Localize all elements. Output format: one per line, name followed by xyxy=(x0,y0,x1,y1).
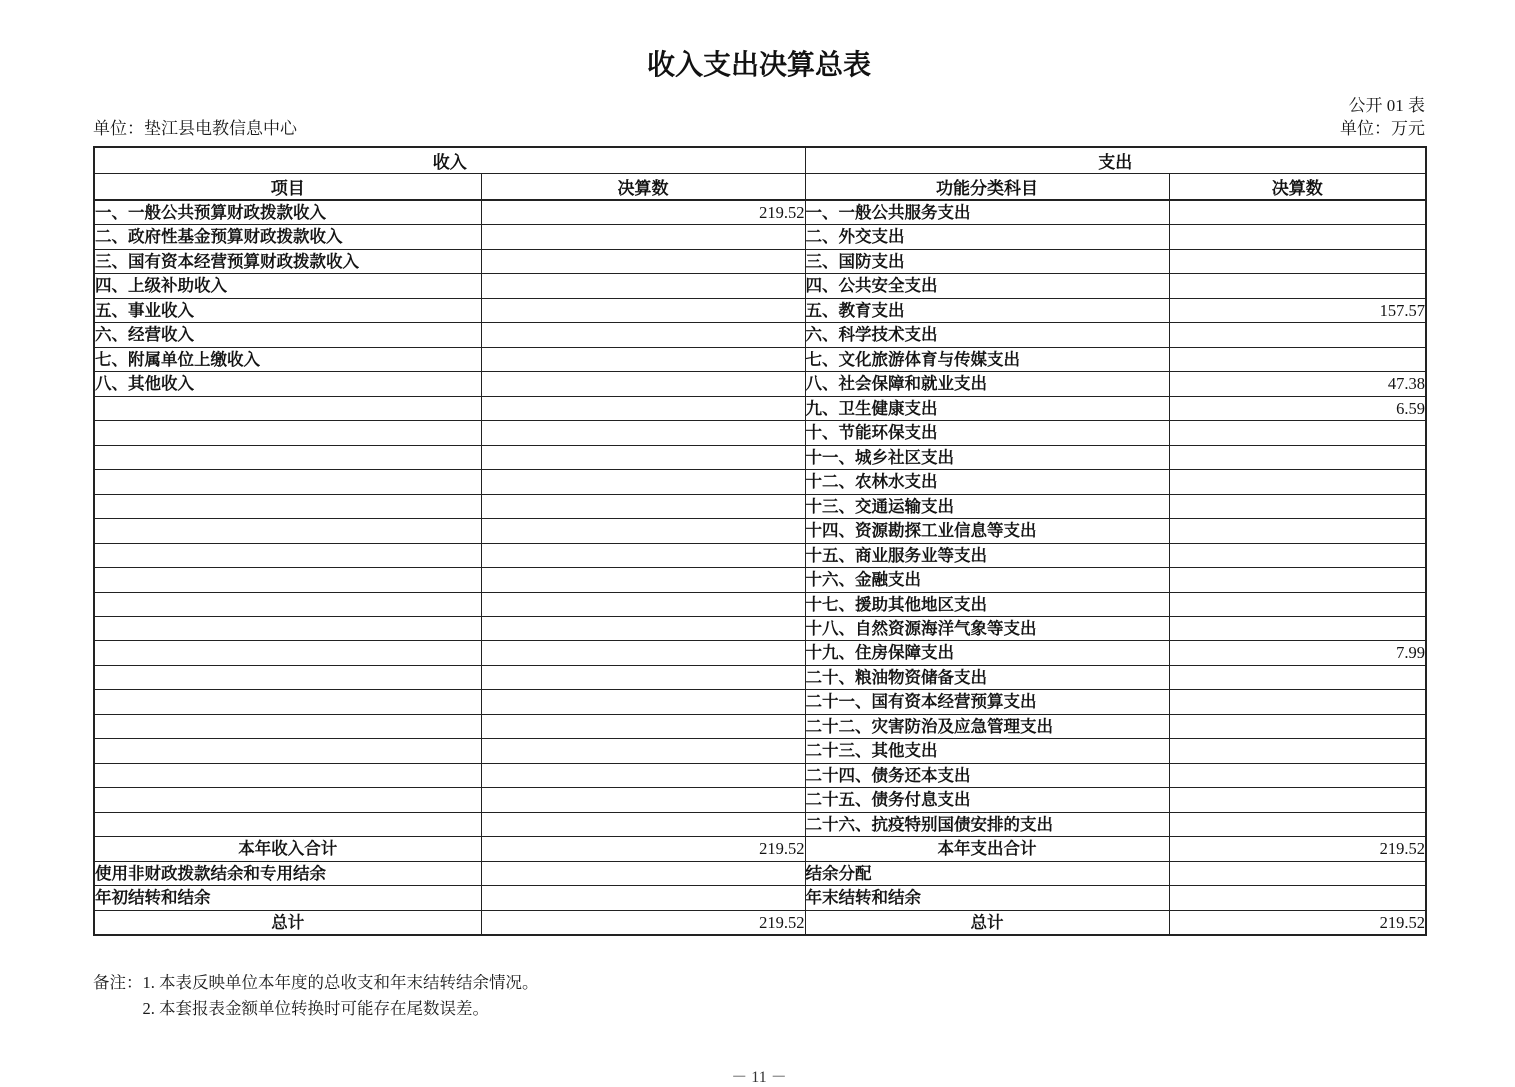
income-amount-cell xyxy=(481,714,805,738)
expense-amount-cell: 219.52 xyxy=(1169,837,1426,861)
income-item-cell xyxy=(94,396,481,420)
table-row xyxy=(94,347,1426,371)
income-item-cell xyxy=(94,812,481,836)
expense-section-header: 支出 xyxy=(805,147,1426,174)
income-amount-cell xyxy=(481,519,805,543)
income-item-cell xyxy=(94,616,481,640)
table-row xyxy=(94,788,1426,812)
note-line-2: 2. 本套报表金额单位转换时可能存在尾数误差。 xyxy=(142,999,489,1019)
table-row xyxy=(94,592,1426,616)
table-row xyxy=(94,861,1426,885)
table-row xyxy=(94,714,1426,738)
expense-amount-cell xyxy=(1169,788,1426,812)
income-amount-cell xyxy=(481,274,805,298)
income-amount-cell xyxy=(481,445,805,469)
section-header-row xyxy=(94,147,1426,174)
table-row xyxy=(94,323,1426,347)
income-amount-cell xyxy=(481,641,805,665)
income-item-cell xyxy=(94,568,481,592)
income-item-cell xyxy=(94,665,481,689)
income-item-cell xyxy=(94,421,481,445)
expense-amount-cell: 157.57 xyxy=(1169,298,1426,322)
table-row xyxy=(94,225,1426,249)
table-row xyxy=(94,616,1426,640)
expense-amount-cell xyxy=(1169,519,1426,543)
income-item-cell xyxy=(94,445,481,469)
income-item-cell: 四、上级补助收入 xyxy=(94,274,481,298)
expense-amount-cell: 219.52 xyxy=(1169,910,1426,935)
income-amount-cell xyxy=(481,616,805,640)
expense-amount-cell xyxy=(1169,445,1426,469)
expense-amount-cell xyxy=(1169,274,1426,298)
income-amount-cell xyxy=(481,763,805,787)
expense-item-cell: 十五、商业服务业等支出 xyxy=(805,543,1169,567)
income-item-cell xyxy=(94,494,481,518)
income-section-header: 收入 xyxy=(94,147,805,174)
col-header-expense-category: 功能分类科目 xyxy=(805,174,1169,201)
expense-amount-cell xyxy=(1169,323,1426,347)
table-row xyxy=(94,396,1426,420)
income-amount-cell xyxy=(481,812,805,836)
expense-item-cell: 本年支出合计 xyxy=(805,837,1169,861)
expense-amount-cell xyxy=(1169,812,1426,836)
income-amount-cell: 219.52 xyxy=(481,910,805,935)
income-amount-cell xyxy=(481,739,805,763)
income-item-cell: 年初结转和结余 xyxy=(94,886,481,910)
table-row xyxy=(94,372,1426,396)
income-item-cell xyxy=(94,690,481,714)
expense-amount-cell xyxy=(1169,886,1426,910)
income-item-cell: 二、政府性基金预算财政拨款收入 xyxy=(94,225,481,249)
col-header-income-amount: 决算数 xyxy=(481,174,805,201)
expense-item-cell: 十八、自然资源海洋气象等支出 xyxy=(805,616,1169,640)
expense-item-cell: 年末结转和结余 xyxy=(805,886,1169,910)
table-row xyxy=(94,421,1426,445)
income-amount-cell: 219.52 xyxy=(481,837,805,861)
expense-item-cell: 十、节能环保支出 xyxy=(805,421,1169,445)
income-item-cell xyxy=(94,641,481,665)
expense-item-cell: 二十二、灾害防治及应急管理支出 xyxy=(805,714,1169,738)
table-row xyxy=(94,739,1426,763)
income-item-cell: 总计 xyxy=(94,910,481,935)
expense-amount-cell: 6.59 xyxy=(1169,396,1426,420)
expense-amount-cell xyxy=(1169,763,1426,787)
expense-item-cell: 二十四、债务还本支出 xyxy=(805,763,1169,787)
income-amount-cell xyxy=(481,372,805,396)
table-row xyxy=(94,274,1426,298)
income-item-cell: 六、经营收入 xyxy=(94,323,481,347)
expense-amount-cell xyxy=(1169,494,1426,518)
expense-item-cell: 二十一、国有资本经营预算支出 xyxy=(805,690,1169,714)
expense-amount-cell xyxy=(1169,690,1426,714)
expense-amount-cell xyxy=(1169,200,1426,225)
notes-label: 备注： xyxy=(93,973,143,993)
page-title: 收入支出决算总表 xyxy=(646,50,871,81)
expense-item-cell: 结余分配 xyxy=(805,861,1169,885)
expense-amount-cell xyxy=(1169,616,1426,640)
income-amount-cell xyxy=(481,788,805,812)
expense-amount-cell xyxy=(1169,421,1426,445)
expense-amount-cell xyxy=(1169,665,1426,689)
income-item-cell xyxy=(94,592,481,616)
expense-amount-cell xyxy=(1169,592,1426,616)
table-row xyxy=(94,837,1426,861)
table-row xyxy=(94,763,1426,787)
table-row xyxy=(94,470,1426,494)
table-row xyxy=(94,910,1426,935)
expense-item-cell: 十七、援助其他地区支出 xyxy=(805,592,1169,616)
table-row xyxy=(94,298,1426,322)
page-number: － 11 － xyxy=(731,1069,787,1087)
table-row xyxy=(94,690,1426,714)
expense-item-cell: 六、科学技术支出 xyxy=(805,323,1169,347)
income-item-cell: 一、一般公共预算财政拨款收入 xyxy=(94,200,481,225)
expense-amount-cell: 47.38 xyxy=(1169,372,1426,396)
expense-item-cell: 五、教育支出 xyxy=(805,298,1169,322)
expense-item-cell: 二、外交支出 xyxy=(805,225,1169,249)
income-item-cell xyxy=(94,714,481,738)
expense-item-cell: 九、卫生健康支出 xyxy=(805,396,1169,420)
expense-item-cell: 二十、粮油物资储备支出 xyxy=(805,665,1169,689)
expense-item-cell: 十二、农林水支出 xyxy=(805,470,1169,494)
table-row xyxy=(94,641,1426,665)
budget-summary-table xyxy=(93,146,1427,936)
income-amount-cell xyxy=(481,861,805,885)
expense-item-cell: 三、国防支出 xyxy=(805,249,1169,273)
expense-item-cell: 十九、住房保障支出 xyxy=(805,641,1169,665)
income-amount-cell xyxy=(481,347,805,371)
expense-item-cell: 二十五、债务付息支出 xyxy=(805,788,1169,812)
expense-item-cell: 总计 xyxy=(805,910,1169,935)
income-amount-cell xyxy=(481,421,805,445)
column-header-row xyxy=(94,174,1426,201)
table-row xyxy=(94,494,1426,518)
table-row xyxy=(94,568,1426,592)
expense-amount-cell xyxy=(1169,249,1426,273)
expense-amount-cell xyxy=(1169,739,1426,763)
income-item-cell: 使用非财政拨款结余和专用结余 xyxy=(94,861,481,885)
income-item-cell: 本年收入合计 xyxy=(94,837,481,861)
income-amount-cell xyxy=(481,298,805,322)
income-item-cell: 八、其他收入 xyxy=(94,372,481,396)
table-code: 公开 01 表 xyxy=(1348,96,1425,115)
table-row xyxy=(94,812,1426,836)
table-row xyxy=(94,249,1426,273)
income-amount-cell xyxy=(481,494,805,518)
income-item-cell: 三、国有资本经营预算财政拨款收入 xyxy=(94,249,481,273)
table-row xyxy=(94,200,1426,225)
note-line-1: 1. 本表反映单位本年度的总收支和年末结转结余情况。 xyxy=(142,973,539,993)
unit-line xyxy=(93,118,1425,140)
col-header-income-item: 项目 xyxy=(94,174,481,201)
income-item-cell xyxy=(94,519,481,543)
table-row xyxy=(94,519,1426,543)
expense-amount-cell xyxy=(1169,861,1426,885)
table-row xyxy=(94,665,1426,689)
expense-amount-cell xyxy=(1169,225,1426,249)
table-row xyxy=(94,543,1426,567)
expense-item-cell: 十三、交通运输支出 xyxy=(805,494,1169,518)
income-amount-cell xyxy=(481,886,805,910)
income-item-cell xyxy=(94,470,481,494)
income-item-cell: 七、附属单位上缴收入 xyxy=(94,347,481,371)
expense-item-cell: 七、文化旅游体育与传媒支出 xyxy=(805,347,1169,371)
expense-amount-cell xyxy=(1169,568,1426,592)
notes-block xyxy=(93,970,1425,1022)
expense-amount-cell xyxy=(1169,347,1426,371)
expense-item-cell: 十六、金融支出 xyxy=(805,568,1169,592)
income-amount-cell: 219.52 xyxy=(481,200,805,225)
income-amount-cell xyxy=(481,470,805,494)
col-header-expense-amount: 决算数 xyxy=(1169,174,1426,201)
expense-item-cell: 一、一般公共服务支出 xyxy=(805,200,1169,225)
income-amount-cell xyxy=(481,592,805,616)
expense-item-cell: 二十六、抗疫特别国债安排的支出 xyxy=(805,812,1169,836)
income-amount-cell xyxy=(481,665,805,689)
income-item-cell xyxy=(94,739,481,763)
income-amount-cell xyxy=(481,249,805,273)
table-row xyxy=(94,886,1426,910)
income-item-cell: 五、事业收入 xyxy=(94,298,481,322)
income-amount-cell xyxy=(481,690,805,714)
income-amount-cell xyxy=(481,323,805,347)
expense-amount-cell xyxy=(1169,714,1426,738)
income-item-cell xyxy=(94,543,481,567)
expense-item-cell: 十一、城乡社区支出 xyxy=(805,445,1169,469)
expense-amount-cell xyxy=(1169,543,1426,567)
expense-amount-cell: 7.99 xyxy=(1169,641,1426,665)
expense-item-cell: 八、社会保障和就业支出 xyxy=(805,372,1169,396)
income-item-cell xyxy=(94,788,481,812)
notes-lines xyxy=(143,970,539,1022)
income-amount-cell xyxy=(481,543,805,567)
income-amount-cell xyxy=(481,568,805,592)
unit-measure: 单位：万元 xyxy=(1340,119,1425,138)
expense-item-cell: 十四、资源勘探工业信息等支出 xyxy=(805,519,1169,543)
expense-amount-cell xyxy=(1169,470,1426,494)
table-row xyxy=(94,445,1426,469)
income-amount-cell xyxy=(481,396,805,420)
expense-item-cell: 四、公共安全支出 xyxy=(805,274,1169,298)
unit-name: 单位：垫江县电教信息中心 xyxy=(93,119,297,138)
expense-item-cell: 二十三、其他支出 xyxy=(805,739,1169,763)
income-item-cell xyxy=(94,763,481,787)
income-amount-cell xyxy=(481,225,805,249)
